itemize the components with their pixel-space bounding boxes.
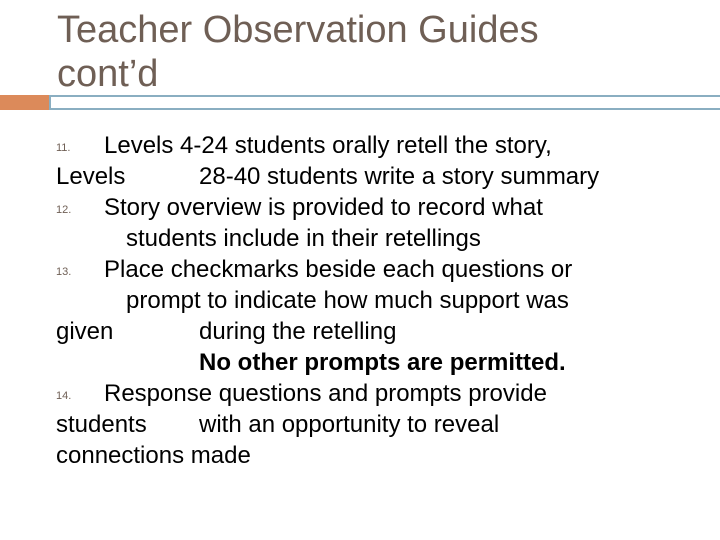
list-item-13-line-2 [56, 285, 706, 316]
item-11-text-cont-b: 28-40 students write a story summary [199, 163, 600, 190]
list-item-12-line-1 [56, 192, 706, 223]
item-number-13: 13. [56, 266, 72, 278]
item-number-11: 11. [56, 142, 71, 154]
title-line-1: Teacher Observation Guides [57, 9, 539, 51]
item-13-text: Place checkmarks beside each questions or [104, 256, 573, 283]
list-item-13-line-4 [56, 347, 706, 378]
item-14-text-cont-a: students [56, 411, 147, 438]
item-13-text-cont-a: given [56, 318, 114, 345]
list-item-13-line-1 [56, 254, 706, 285]
title-line-2: cont’d [57, 53, 159, 95]
list-item-11-line-1 [56, 130, 706, 161]
list-item-13-line-3 [56, 316, 706, 347]
item-number-14: 14. [56, 390, 72, 402]
list-item-14-line-1 [56, 378, 706, 409]
list-item-11-line-2 [56, 161, 706, 192]
slide-body [56, 130, 706, 471]
item-12-text-cont: students include in their retellings [126, 225, 481, 252]
list-item-12-line-2 [56, 223, 706, 254]
item-11-text: Levels 4-24 students orally retell the story, [104, 132, 552, 159]
item-12-text: Story overview is provided to record what [104, 194, 543, 221]
title-divider-rule [49, 95, 720, 110]
item-13-emphasis-note: No other prompts are permitted. [199, 349, 566, 376]
item-14-text-cont-b: with an opportunity to reveal [199, 411, 500, 438]
item-13-text-cont-b: during the retelling [199, 318, 397, 345]
item-11-text-cont-a: Levels [56, 163, 126, 190]
item-number-12: 12. [56, 204, 72, 216]
item-14-text-cont-c: connections made [56, 442, 251, 469]
list-item-14-line-2 [56, 409, 706, 440]
list-item-14-line-3 [56, 440, 706, 471]
title-accent-block [0, 95, 49, 110]
slide-title [57, 8, 697, 96]
item-13-text-cont: prompt to indicate how much support was [126, 287, 569, 314]
item-14-text: Response questions and prompts provide [104, 380, 547, 407]
